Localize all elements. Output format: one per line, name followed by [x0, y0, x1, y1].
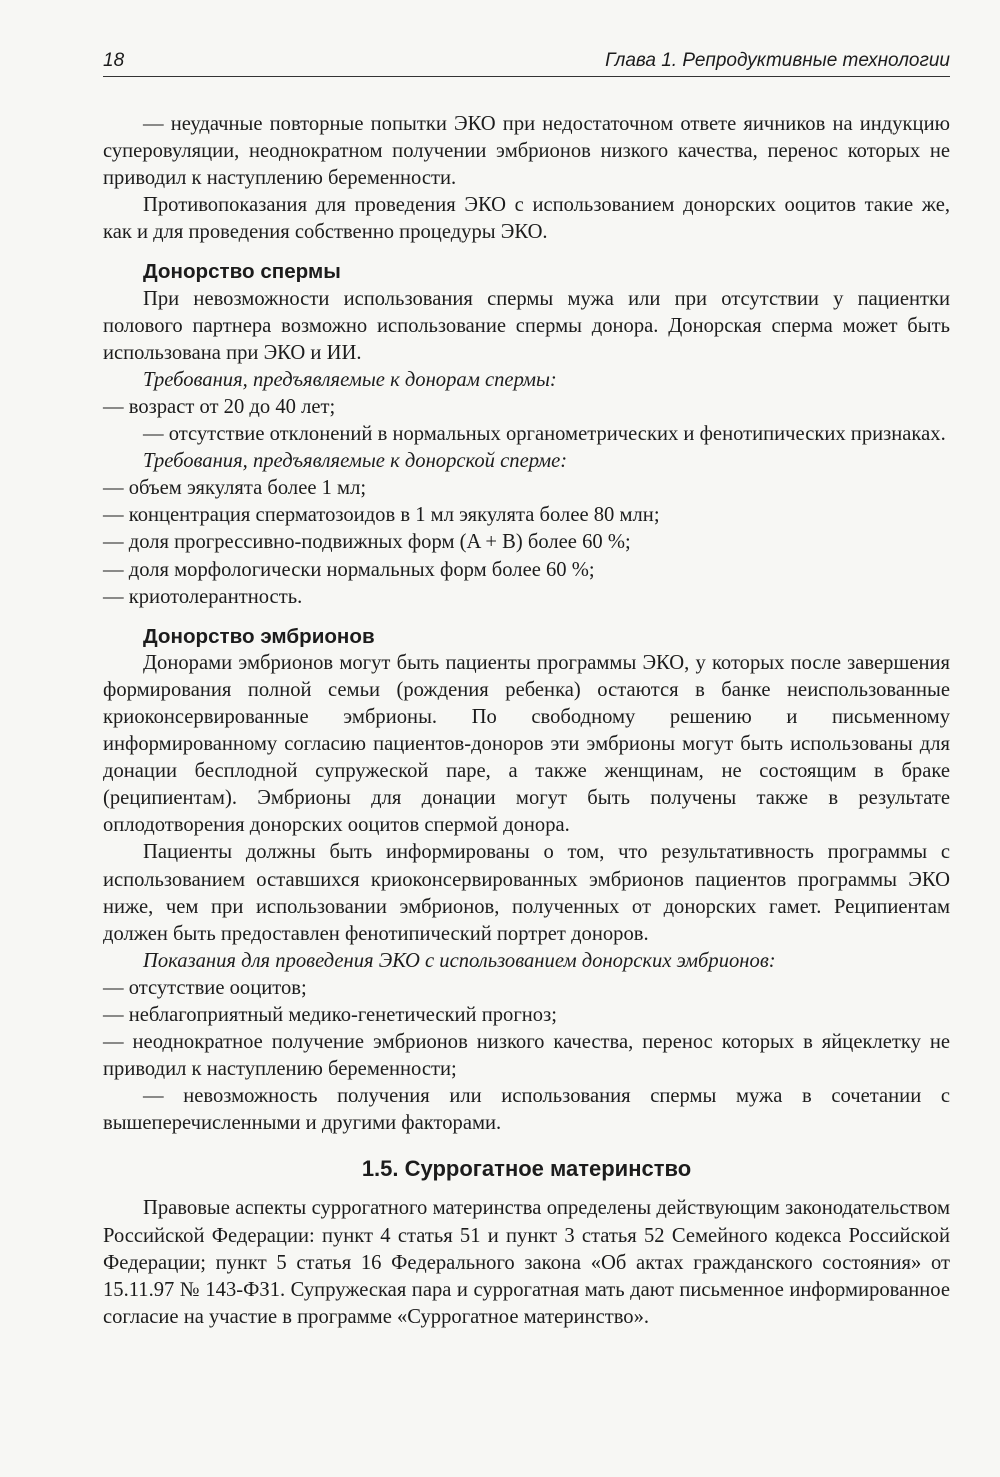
list-item: — объем эякулята более 1 мл; — [103, 477, 367, 500]
list-item: — неоднократное получение эмбрионов низкого качества, перенос которых в яйцеклетку не приводил к наступлению беременности; — [103, 1031, 950, 1081]
list-item: — доля прогрессивно-подвижных форм (A + B) более 60 %; — [103, 531, 631, 554]
list-item: — концентрация сперматозоидов в 1 мл эякулята более 80 млн; — [103, 504, 660, 527]
header-rule — [103, 76, 950, 77]
sperm-requirements-title: Требования, предъявляемые к донорской сперме: — [143, 450, 568, 473]
heading-sperm-donation: Донорство спермы — [143, 260, 341, 284]
indications-title: Показания для проведения ЭКО с использованием донорских эмбрионов: — [143, 949, 776, 972]
donor-requirements-title: Требования, предъявляемые к донорам спермы: — [143, 368, 557, 391]
running-header — [103, 50, 950, 74]
section-title: 1.5. Суррогатное материнство — [361, 1156, 692, 1182]
list-item: — неблагоприятный медико-генетический прогноз; — [103, 1004, 557, 1026]
list-item: — доля морфологически нормальных форм более 60 %; — [103, 558, 595, 581]
paragraph-sperm-intro: При невозможности использования спермы мужа или при отсутствии у пациентки полового партнера возможно использование спермы донора. Донорская сперма может быть использована при ЭКО и ИИ. — [103, 287, 950, 364]
page-body — [103, 111, 950, 1331]
paragraph-embryo-donors: Донорами эмбрионов могут быть пациенты программы ЭКО, у которых после завершения формирования полной семьи (рождения ребенка) остаются в банке неиспользованные криоконсервированные эмбрионы. По свободному решению и письменному информированному согласию пациентов-доноров эти эмбрионы могут быть использованы для донации бесплодной супружеской паре, а также женщинам, не состоящим в браке (реципиентам). Эмбрионы для донации могут быть получены также в результате оплодотворения донорских ооцитов спермой донора. — [103, 651, 950, 837]
chapter-title: Глава 1. Репродуктивные технологии — [605, 50, 950, 71]
list-item: — криотолерантность. — [103, 585, 303, 608]
paragraph-failed-attempts: — неудачные повторные попытки ЭКО при недостаточном ответе яичников на индукцию суперовуляции, неоднократном получении эмбрионов низкого качества, перенос которых не приводил к наступлению беременности. — [103, 113, 950, 190]
list-item: — отсутствие отклонений в нормальных органометрических и фенотипических признаках. — [143, 423, 946, 446]
list-item: — отсутствие ооцитов; — [103, 976, 307, 999]
list-item: — невозможность получения или использования спермы мужа в сочетании с вышеперечисленными и другими факторами. — [103, 1085, 950, 1135]
paragraph-embryo-patients: Пациенты должны быть информированы о том, что результативность программы с использованием оставшихся криоконсервированных эмбрионов пациентов программы ЭКО ниже, чем при использовании эмбрионов, полученных от донорских гамет. Реципиентам должен быть предоставлен фенотипический портрет доноров. — [103, 841, 950, 945]
page-number: 18 — [103, 50, 125, 71]
paragraph-surrogacy-legal: Правовые аспекты суррогатного материнства определены действующим законодательством Российской Федерации: пункт 4 статья 51 и пункт 3 статья 52 Семейного кодекса Российской Федерации; пункт 5 статья 16 Федерального закона «Об актах гражданского состояния» от 15.11.97 № 143-ФЗ1. Супружеская пара и суррогатная мать дают письменное информированное согласие на участие в программе «Суррогатное материнство». — [103, 1197, 950, 1328]
heading-embryo-donation: Донорство эмбрионов — [143, 624, 375, 648]
list-item: — возраст от 20 до 40 лет; — [103, 395, 336, 418]
paragraph-contraindications: Противопоказания для проведения ЭКО с использованием донорских ооцитов такие же, как и для проведения собственно процедуры ЭКО. — [103, 194, 950, 244]
